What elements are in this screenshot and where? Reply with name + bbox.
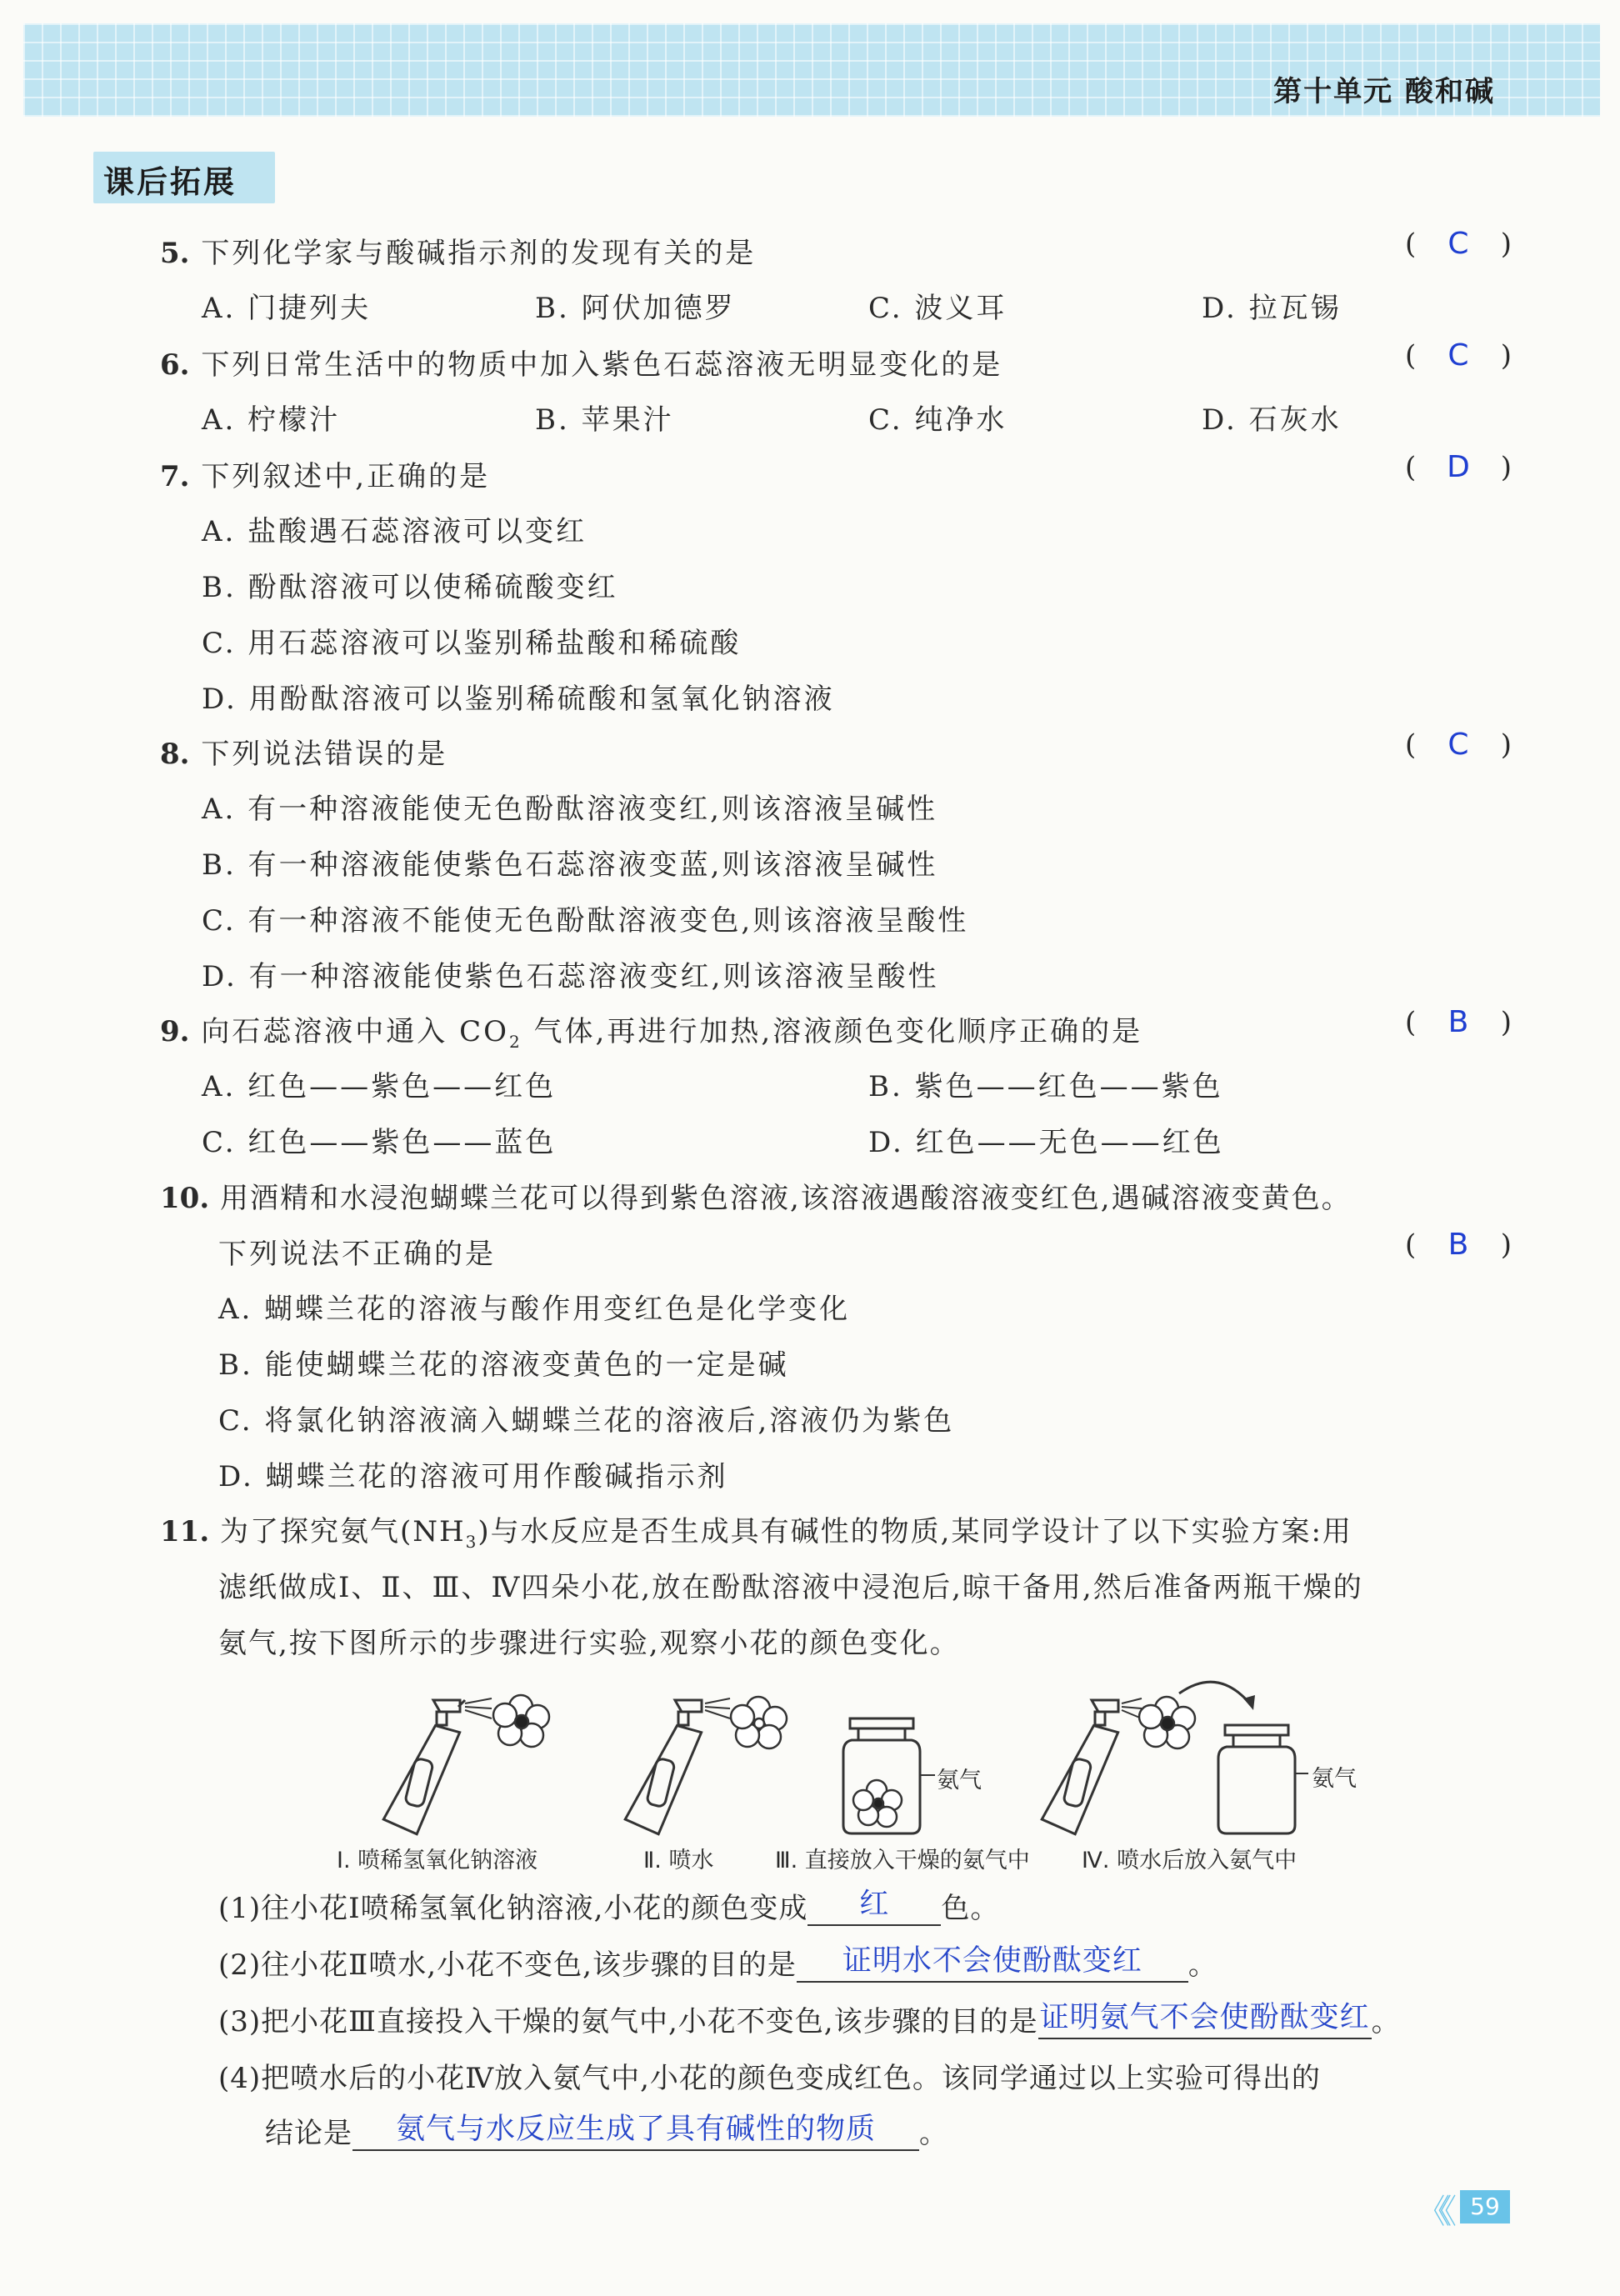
flower-2-icon [731,1697,787,1748]
option-7a: A. 盐酸遇石蕊溶液可以变红 [202,515,588,548]
option-6b: B. 苹果汁 [535,403,674,437]
answer-blank-1: 红 [808,1888,941,1926]
flower-3-icon [853,1780,902,1827]
question-6-stem: 6. 下列日常生活中的物质中加入紫色石蕊溶液无明显变化的是 [160,348,1003,382]
option-10a: A. 蝴蝶兰花的溶液与酸作用变红色是化学变化 [218,1293,851,1326]
option-8c: C. 有一种溶液不能使无色酚酞溶液变色,则该溶液呈酸性 [202,904,969,938]
option-9a: A. 红色——紫色——红色 [202,1070,557,1103]
gas-label-3: 氨气 [937,1768,982,1793]
unit-title: 第十单元 酸和碱 [1273,75,1495,108]
subquestion-4-line2: 结论是 氨气与水反应生成了具有碱性的物质 。 [265,2113,948,2150]
option-5b: B. 阿伏加德罗 [535,292,736,325]
question-7-answer: ( D ) [1405,450,1512,484]
subquestion-4: (4)把喷水后的小花Ⅳ放入氨气中,小花的颜色变成红色。该同学通过以上实验可得出的 [218,2062,1321,2095]
spray-lines-2 [705,1698,730,1718]
spray-lines-1 [465,1698,492,1718]
caption-1: Ⅰ. 喷稀氢氧化钠溶液 [337,1848,538,1873]
option-8a: A. 有一种溶液能使无色酚酞溶液变红,则该溶液呈碱性 [202,793,938,826]
subquestion-2: (2)往小花Ⅱ喷水,小花不变色,该步骤的目的是 证明水不会使酚酞变红 。 [218,1944,1218,1982]
question-5-stem: 5. 下列化学家与酸碱指示剂的发现有关的是 [160,237,757,270]
experiment-figure [367,1675,1367,1838]
question-10-stem: 10. 用酒精和水浸泡蝴蝶兰花可以得到紫色溶液,该溶液遇酸溶液变红色,遇碱溶液变黄色。 [160,1182,1352,1215]
question-11-line1: 11. 为了探究氨气$(NH_3)$与水反应是否生成具有碱性的物质,某同学设计了以下实验方案:用 [160,1515,1352,1552]
answer-blank-4: 氨气与水反应生成了具有碱性的物质 [352,2113,919,2151]
page-arrows-icon: 《《 [1417,2193,1447,2231]
option-5c: C. 波义耳 [868,292,1008,325]
option-8d: D. 有一种溶液能使紫色石蕊溶液变红,则该溶液呈酸性 [202,960,939,993]
flower-4-icon [1139,1697,1195,1748]
gas-label-4: 氨气 [1312,1766,1357,1792]
subquestion-3: (3)把小花Ⅲ直接投入干燥的氨气中,小花不变色,该步骤的目的是证明氨气不会使酚酞变红。 [218,2001,1401,2038]
question-7-stem: 7. 下列叙述中,正确的是 [160,460,491,493]
option-7b: B. 酚酞溶液可以使稀硫酸变红 [202,571,618,604]
option-6a: A. 柠檬汁 [202,403,341,437]
question-8-answer: ( C ) [1405,728,1512,762]
caption-2: Ⅱ. 喷水 [643,1848,714,1873]
option-9b: B. 紫色——红色——紫色 [868,1070,1223,1103]
option-5d: D. 拉瓦锡 [1202,292,1342,325]
transfer-arrow [1179,1682,1248,1702]
option-6c: C. 纯净水 [868,403,1008,437]
option-7c: C. 用石蕊溶液可以鉴别稀盐酸和稀硫酸 [202,627,742,660]
option-9d: D. 红色——无色——红色 [868,1126,1224,1159]
subquestion-1: (1)往小花Ⅰ喷稀氢氧化钠溶液,小花的颜色变成 红 色。 [218,1888,1000,1925]
gas-jar-4-icon [1218,1725,1295,1833]
question-9-answer: ( B ) [1405,1005,1512,1039]
question-9-stem: 9. 向石蕊溶液中通入 $CO_2$ 气体,再进行加热,溶液颜色变化顺序正确的是 [160,1015,1143,1052]
option-7d: D. 用酚酞溶液可以鉴别稀硫酸和氢氧化钠溶液 [202,683,835,716]
sprayer-4-icon [1041,1700,1119,1838]
sprayer-2-icon [624,1700,702,1838]
option-10c: C. 将氯化钠溶液滴入蝴蝶兰花的溶液后,溶液仍为紫色 [218,1404,955,1438]
question-11-line2: 滤纸做成Ⅰ、Ⅱ、Ⅲ、Ⅳ四朵小花,放在酚酞溶液中浸泡后,晾干备用,然后准备两瓶干燥的 [218,1571,1363,1604]
section-label: 课后拓展 [103,164,237,200]
option-6d: D. 石灰水 [1202,403,1342,437]
question-6-answer: ( C ) [1405,338,1512,373]
question-10-stem-line2: 下列说法不正确的是 [218,1238,496,1271]
answer-blank-3: 证明氨气不会使酚酞变红 [1038,2001,1372,2039]
flower-1-icon [493,1695,549,1747]
question-8-stem: 8. 下列说法错误的是 [160,738,448,771]
caption-3: Ⅲ. 直接放入干燥的氨气中 [775,1848,1030,1873]
caption-4: Ⅳ. 喷水后放入氨气中 [1082,1848,1298,1873]
page-number: 59 [1460,2190,1510,2223]
question-5-answer: ( C ) [1405,227,1512,261]
option-10d: D. 蝴蝶兰花的溶液可用作酸碱指示剂 [218,1460,728,1493]
question-10-answer: ( B ) [1405,1228,1512,1262]
answer-blank-2: 证明水不会使酚酞变红 [797,1944,1188,1983]
option-9c: C. 红色——紫色——蓝色 [202,1126,557,1159]
question-11-line3: 氨气,按下图所示的步骤进行实验,观察小花的颜色变化。 [218,1627,960,1660]
option-8b: B. 有一种溶液能使紫色石蕊溶液变蓝,则该溶液呈碱性 [202,848,938,882]
sprayer-1-icon [382,1700,465,1838]
option-10b: B. 能使蝴蝶兰花的溶液变黄色的一定是碱 [218,1348,789,1382]
option-5a: A. 门捷列夫 [202,292,372,325]
